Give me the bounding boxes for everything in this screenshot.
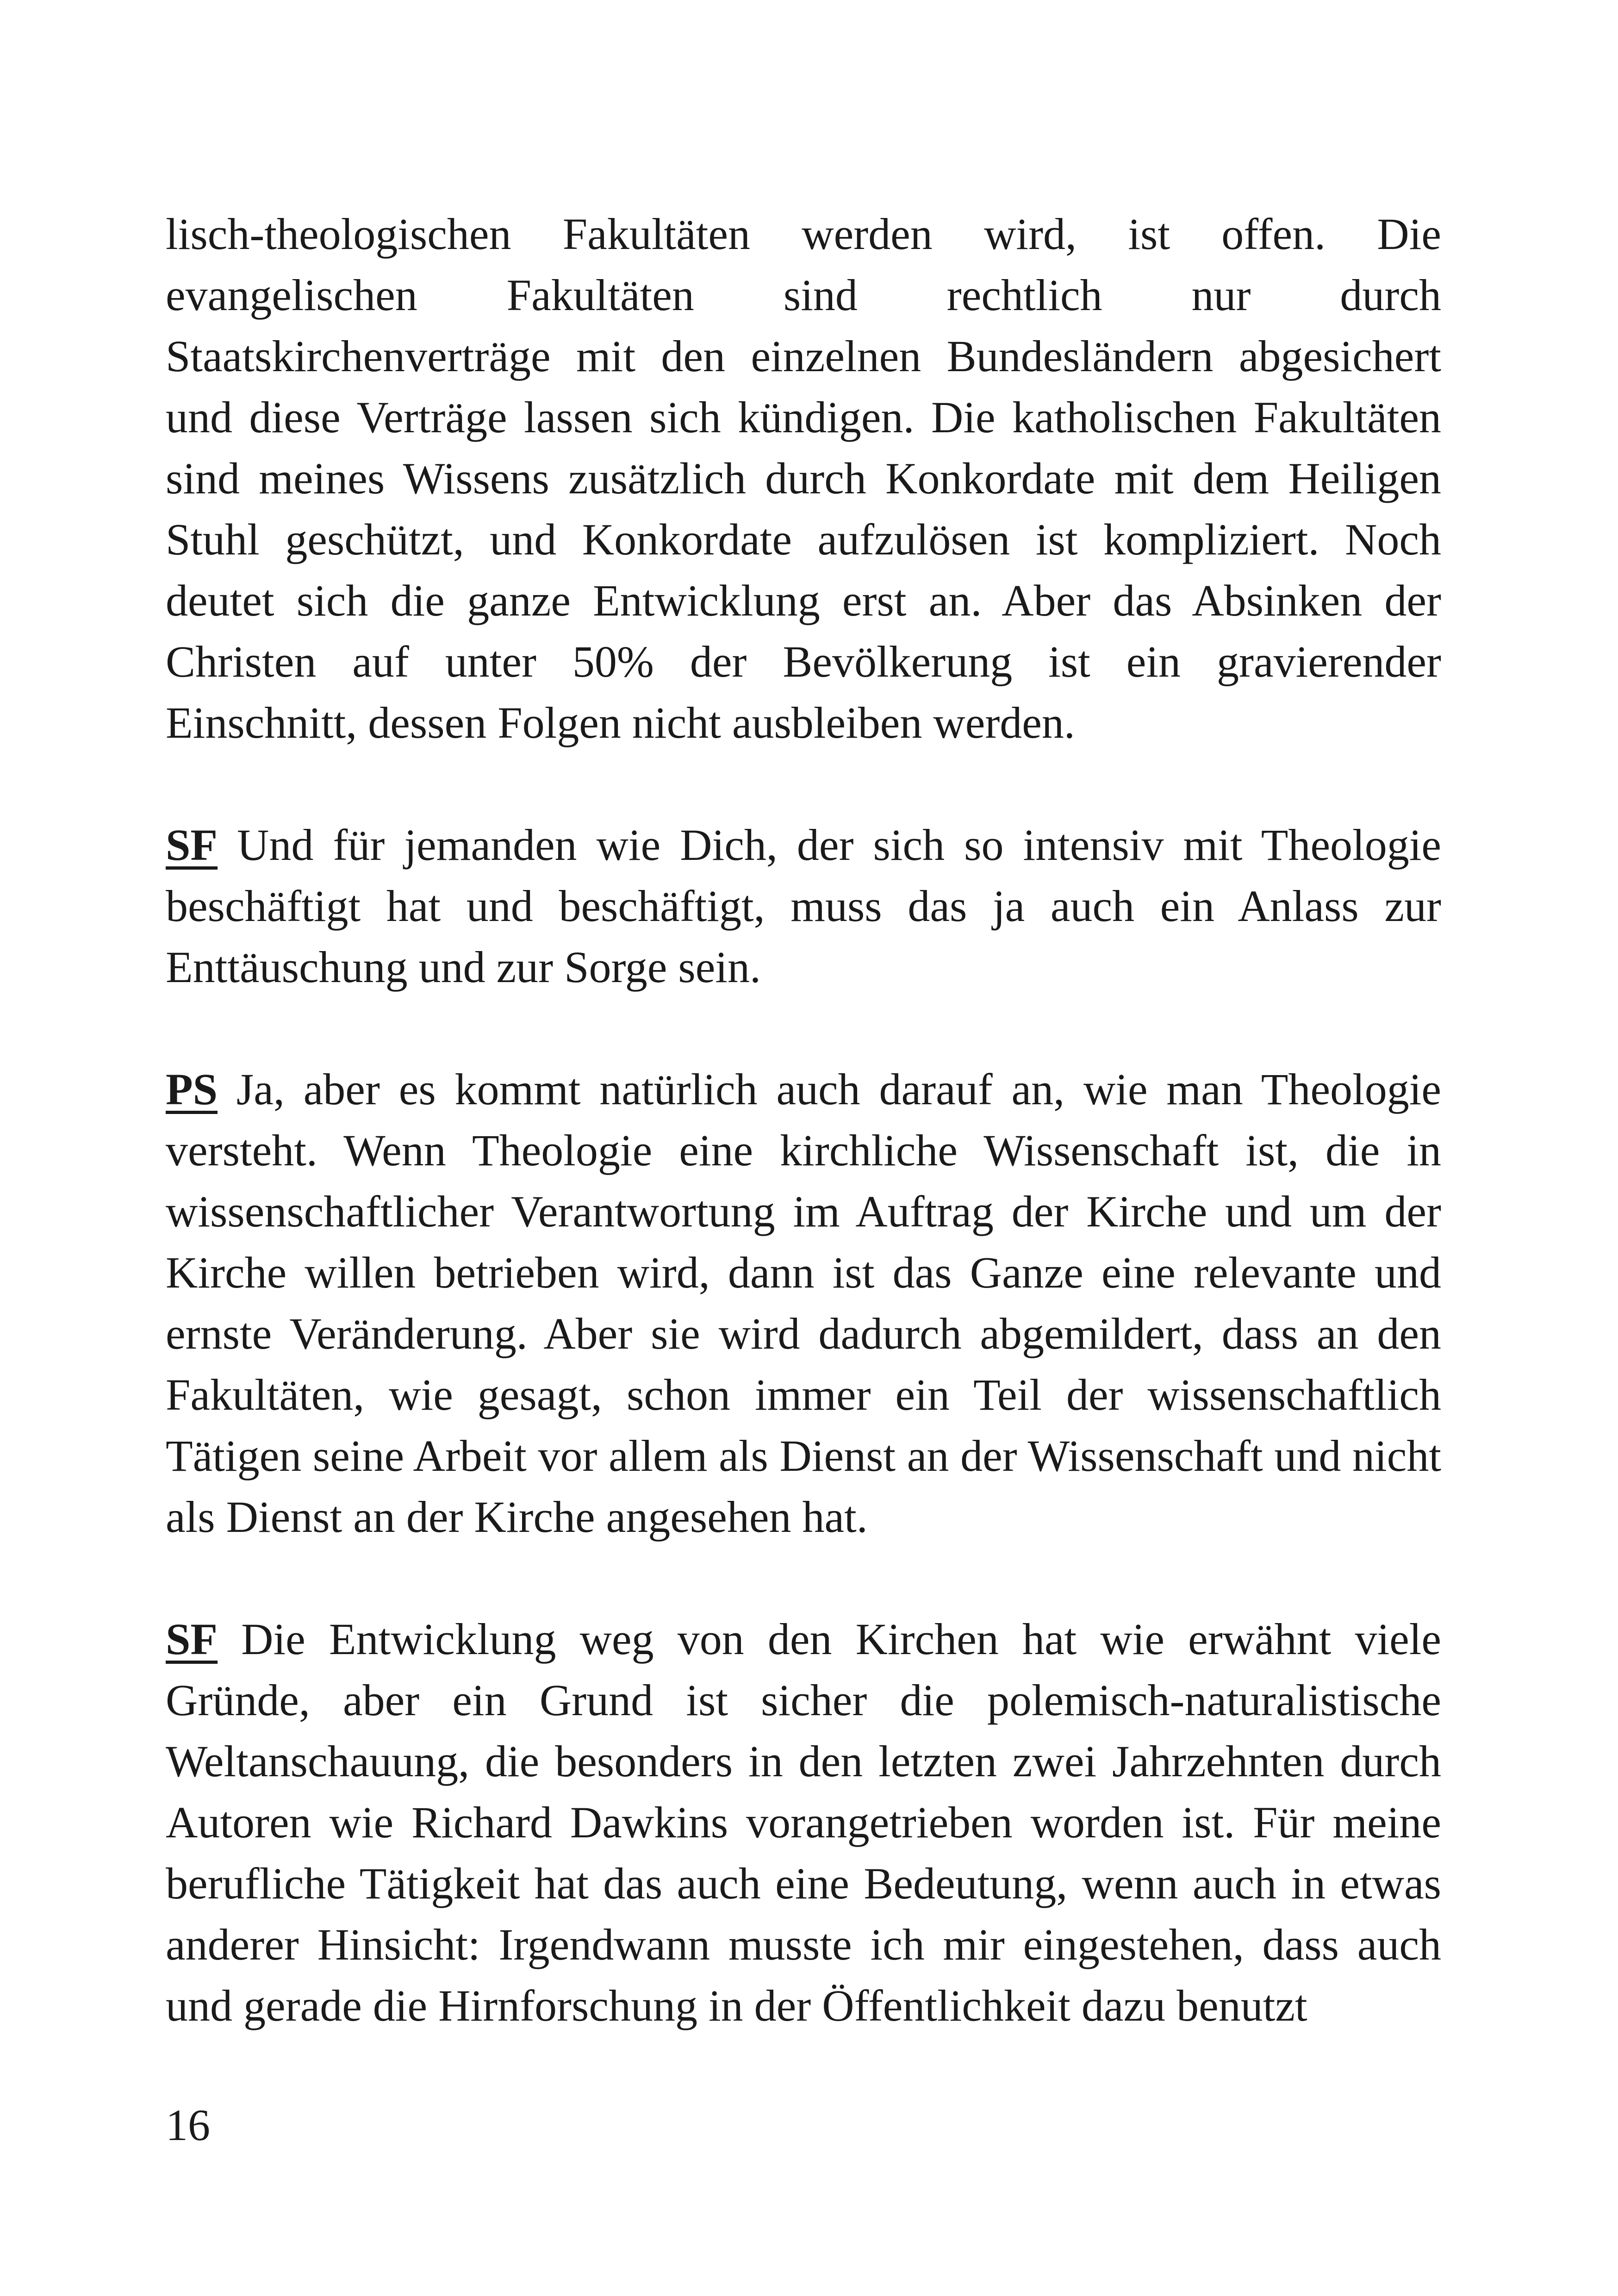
speaker-label-sf: SF xyxy=(166,820,218,870)
paragraph-sf-1 xyxy=(166,815,1441,998)
paragraph-ps-1 xyxy=(166,1059,1441,1548)
paragraph-continuation xyxy=(166,204,1441,753)
paragraph-text: Und für jemanden wie Dich, der sich so intensiv mit Theologie beschäftigt hat und beschäftigt, muss das ja auch ein Anlass zur Enttäuschung und zur Sorge sein. xyxy=(166,820,1442,992)
page-number: 16 xyxy=(166,2100,210,2150)
paragraph-text: Ja, aber es kommt natürlich auch darauf an, wie man Theologie versteht. Wenn Theologie eine kirchliche Wissenschaft ist, die in wissenschaftlicher Verantwortung im Auftrag der Kirche und um der Kirche willen betrieben wird, dann ist das Ganze eine relevante und ernste Veränderung. Aber sie wird dadurch abgemildert, dass an den Fakultäten, wie gesagt, schon immer ein Teil der wissenschaftlich Tätigen seine Arbeit vor allem als Dienst an der Wissenschaft und nicht als Dienst an der Kirche angesehen hat. xyxy=(166,1064,1441,1542)
speaker-label-ps: PS xyxy=(166,1064,218,1114)
paragraph-text: lisch-theologischen Fakultäten werden wird, ist offen. Die evangelischen Fakultäten sind rechtlich nur durch Staatskirchenverträge mit den einzelnen Bundesländern abgesichert und diese Verträge lassen sich kündigen. Die katholischen Fakultäten sind meines Wissens zusätzlich durch Konkordate mit dem Heiligen Stuhl geschützt, und Konkordate aufzulösen ist kompliziert. Noch deutet sich die ganze Entwicklung erst an. Aber das Absinken der Christen auf unter 50% der Bevölkerung ist ein gravierender Einschnitt, dessen Folgen nicht ausbleiben werden. xyxy=(166,209,1441,747)
page-body xyxy=(166,204,1441,2097)
paragraph-text: Die Entwicklung weg von den Kirchen hat wie erwähnt viele Gründe, aber ein Grund ist sicher die polemisch-naturalistische Weltanschauung, die besonders in den letzten zwei Jahrzehnten durch Autoren wie Richard Dawkins vorangetrieben worden ist. Für meine berufliche Tätigkeit hat das auch eine Bedeutung, wenn auch in etwas anderer Hinsicht: Irgendwann musste ich mir eingestehen, dass auch und gerade die Hirnforschung in der Öffentlichkeit dazu benutzt xyxy=(166,1614,1442,2030)
speaker-label-sf: SF xyxy=(166,1614,218,1664)
paragraph-sf-2 xyxy=(166,1609,1441,2036)
